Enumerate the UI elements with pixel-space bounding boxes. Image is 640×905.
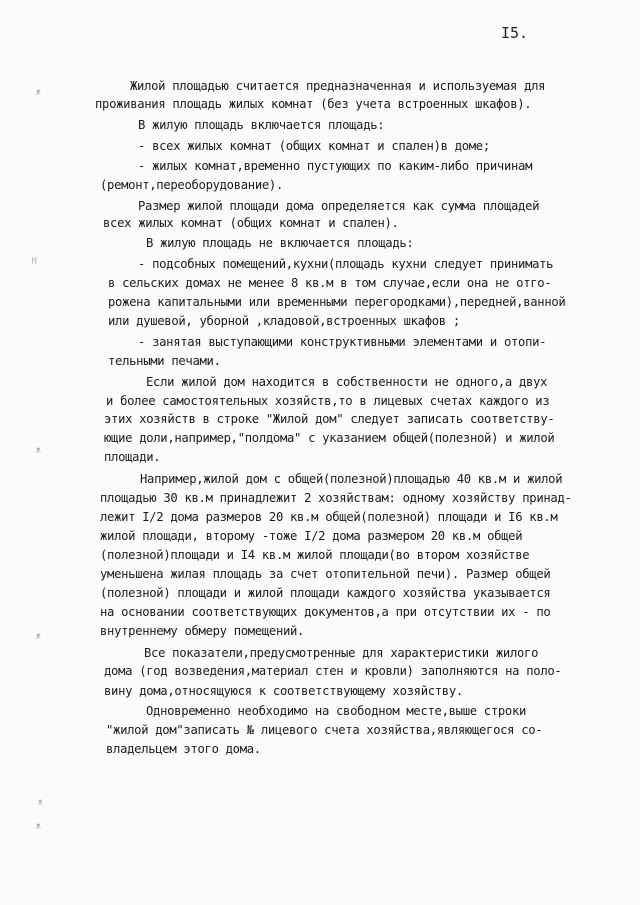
text-line: площади. <box>104 450 161 464</box>
margin-mark: ᵜ <box>34 820 43 836</box>
text-line: (полезной)площади и I4 кв.м жилой площади(во втором хозяйстве <box>100 548 530 562</box>
page-number: I5. <box>501 24 529 42</box>
text-line: Жилой площадью считается предназначенная и используемая для <box>130 79 546 93</box>
text-line: Одновременно необходимо на свободном месте,выше строки <box>146 704 527 718</box>
text-line: или душевой, уборной ,кладовой,встроенных шкафов ; <box>108 314 460 328</box>
text-line: и более самостоятельных хозяйств,то в лицевых счетах каждого из <box>106 394 550 408</box>
text-line: лежит I/2 дома размеров 20 кв.м общей(полезной) площади и I6 кв.м <box>100 510 558 524</box>
text-line: владельцем этого дома. <box>106 742 261 756</box>
text-line: В жилую площадь не включается площадь: <box>146 236 414 250</box>
text-line: жилой площади, второму -тоже I/2 дома размером 20 кв.м общей <box>100 529 523 543</box>
text-line: - подсобных помещений,кухни(площадь кухни следует принимать <box>138 257 554 271</box>
text-line: - жилых комнат,временно пустующих по каким-либо причинам <box>138 159 533 173</box>
text-line: проживания площадь жилых комнат (без учета встроенных шкафов). <box>95 97 532 111</box>
margin-mark: ᵜ <box>34 86 43 102</box>
text-line: Если жилой дом находится в собственности не одного,а двух <box>146 375 548 389</box>
text-line: "жилой дом"записать № лицевого счета хозяйства,являющегося со- <box>106 723 543 737</box>
text-line: В жилую площадь включается площадь: <box>138 118 385 132</box>
text-line: уменьшена жилая площадь за счет отопительной печи). Размер общей <box>100 567 551 581</box>
text-line: в сельских домах не менее 8 кв.м в том случае,если она не отго- <box>108 276 552 290</box>
text-line: дома (год возведения,материал стен и кровли) заполняются на поло- <box>104 664 562 678</box>
text-line: (полезной) площади и жилой площади каждого хозяйства указывается <box>100 586 551 600</box>
text-line: - занятая выступающими конструктивными элементами и отопи- <box>138 335 547 349</box>
text-line: рожена капитальными или временными перегородками),передней,ванной <box>108 295 566 309</box>
margin-mark: ᵜ <box>34 630 43 646</box>
text-line: - всех жилых комнат (общих комнат и спален)в доме; <box>138 139 490 153</box>
margin-mark: ꟸ <box>30 256 39 272</box>
text-line: на основании соответствующих документов,а при отсутствии их - по <box>100 605 551 619</box>
text-line: ющие доли,например,"полдома" с указанием общей(полезной) и жилой <box>104 431 555 445</box>
text-line: тельными печами. <box>108 354 221 368</box>
text-line: (ремонт,переоборудование). <box>100 178 283 192</box>
text-line: этих хозяйств в строке "Жилой дом" следует записать соответству- <box>104 412 555 426</box>
text-line: внутреннему обмеру помещений. <box>100 624 305 638</box>
margin-mark: ᵜ <box>36 796 45 812</box>
margin-mark: ᵜ <box>34 444 43 460</box>
text-line: Размер жилой площади дома определяется как сумма площадей <box>138 199 540 213</box>
text-line: всех жилых комнат (общих комнат и спален). <box>103 216 399 230</box>
text-line: Все показатели,предусмотренные для характеристики жилого <box>144 646 539 660</box>
text-line: Например,жилой дом с общей(полезной)площадью 40 кв.м и жилой <box>140 472 563 486</box>
text-line: площадью 30 кв.м принадлежит 2 хозяйствам: одному хозяйству принад- <box>100 491 572 505</box>
text-line: вину дома,относящуюся к соответствующему хозяйству. <box>104 684 463 698</box>
